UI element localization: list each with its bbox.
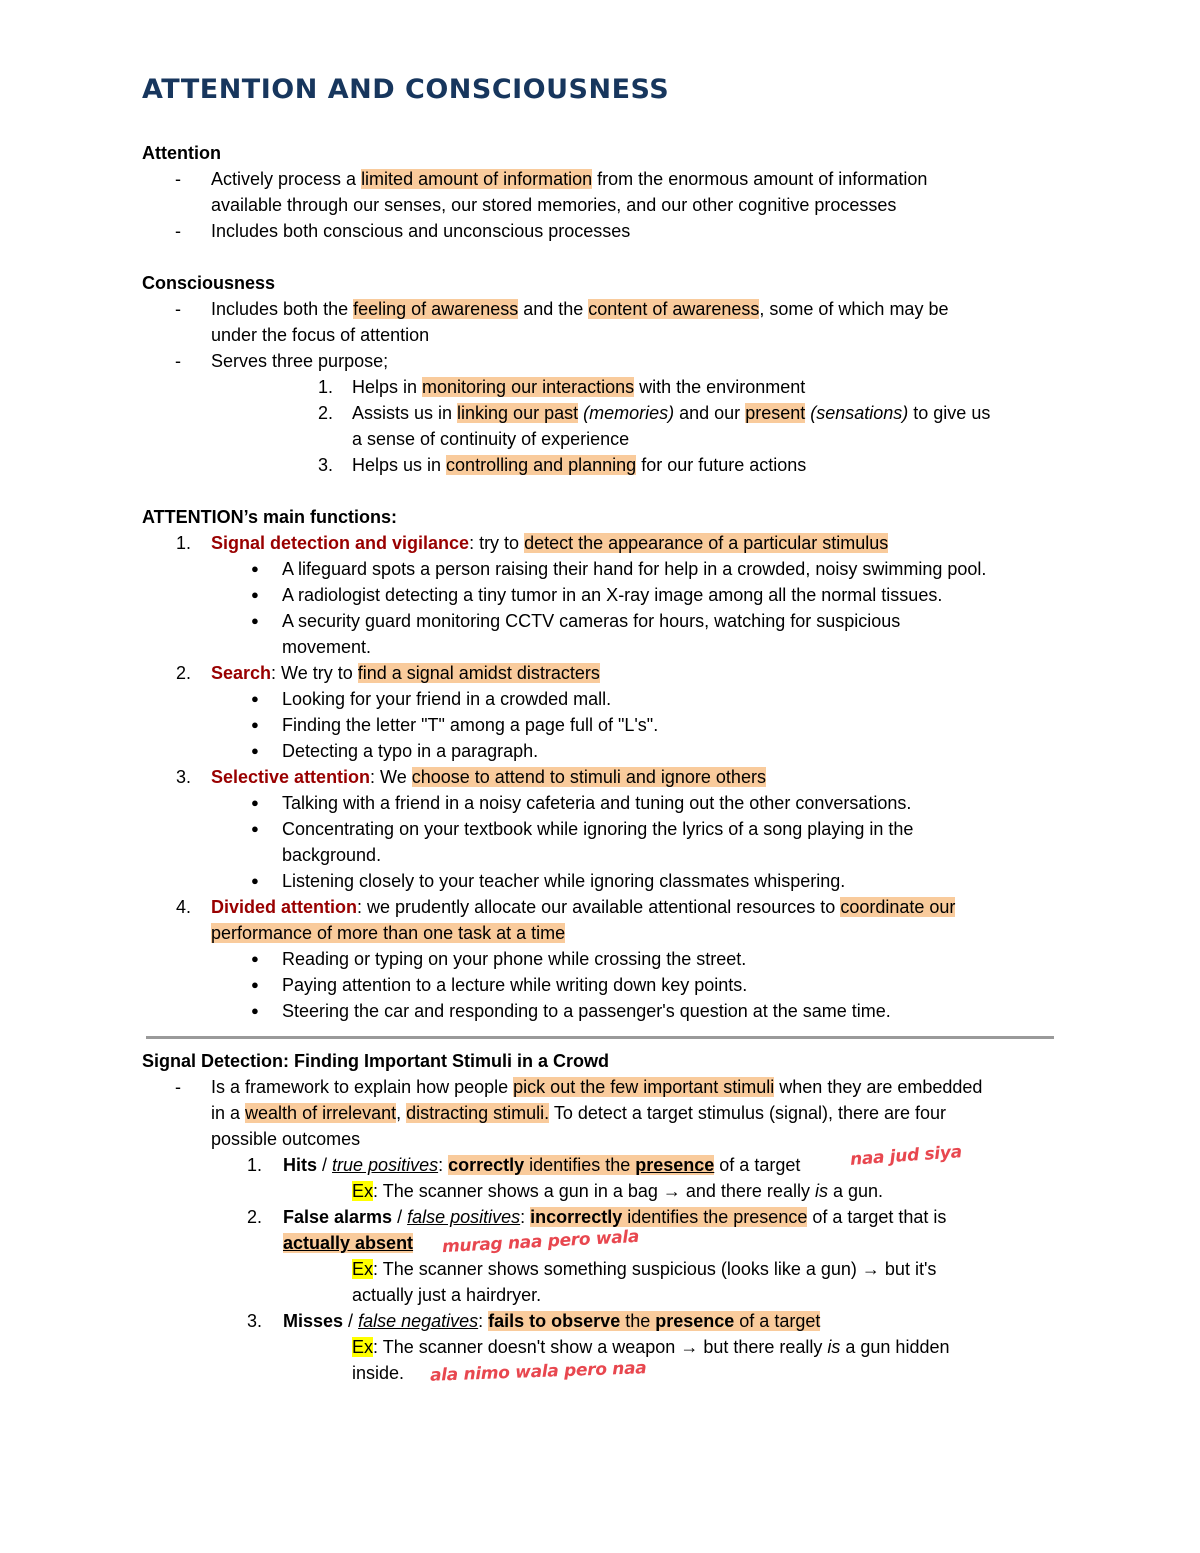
example: A lifeguard spots a person raising their hand for help in a crowded, noisy swimming pool. xyxy=(282,559,987,579)
dash-marker: - xyxy=(175,1077,181,1097)
attention-heading: Attention xyxy=(142,143,221,163)
purpose-2-cont: a sense of continuity of experience xyxy=(352,429,630,449)
functions-heading: ATTENTION’s main functions: xyxy=(142,507,397,527)
highlight: performance of more than one task at a time xyxy=(211,923,566,943)
function-4: Divided attention: we prudently allocate our available attentional resources to coordinate our xyxy=(211,897,956,917)
list-number: 1. xyxy=(318,377,334,397)
term: Signal detection and vigilance xyxy=(211,533,470,553)
example: Finding the letter "T" among a page full of "L's". xyxy=(282,715,659,735)
bullet-marker: ● xyxy=(251,873,259,888)
outcome-hits: Hits / true positives: correctly identifies the presence of a target xyxy=(283,1155,801,1175)
signal-line-1: Is a framework to explain how people pick out the few important stimuli when they are embedded xyxy=(211,1077,983,1097)
list-number: 3. xyxy=(247,1311,263,1331)
dash-marker: - xyxy=(175,169,181,189)
purpose-2: Assists us in linking our past (memories) and our present (sensations) to give us xyxy=(352,403,991,423)
outcome-misses: Misses / false negatives: fails to observe the presence of a target xyxy=(283,1311,821,1331)
signal-detection-heading: Signal Detection: Finding Important Stimuli in a Crowd xyxy=(142,1051,609,1071)
example: Reading or typing on your phone while crossing the street. xyxy=(282,949,747,969)
highlight: incorrectly xyxy=(530,1207,623,1227)
term: Selective attention xyxy=(211,767,371,787)
function-2: Search: We try to find a signal amidst distracters xyxy=(211,663,600,683)
term: Search xyxy=(211,663,272,683)
handwritten-note: ala nimo wala pero naa xyxy=(429,1358,647,1386)
highlight: the xyxy=(620,1311,656,1331)
horizontal-divider xyxy=(146,1036,1054,1039)
example: Concentrating on your textbook while ignoring the lyrics of a song playing in the xyxy=(282,819,914,839)
consciousness-bullet-1-cont: under the focus of attention xyxy=(211,325,430,345)
ex-label: Ex xyxy=(352,1259,374,1279)
consciousness-bullet-1: Includes both the feeling of awareness and the content of awareness, some of which may be xyxy=(211,299,949,319)
outcome-misses-example: Ex: The scanner doesn't show a weapon → but there really is a gun hidden xyxy=(352,1337,950,1357)
example: A radiologist detecting a tiny tumor in an X-ray image among all the normal tissues. xyxy=(282,585,943,605)
consciousness-heading: Consciousness xyxy=(142,273,276,293)
outcome-false-alarms-example-cont: actually just a hairdryer. xyxy=(352,1285,542,1305)
example: Looking for your friend in a crowded mall. xyxy=(282,689,612,709)
highlight: monitoring our interactions xyxy=(422,377,635,397)
highlight: controlling and planning xyxy=(446,455,637,475)
highlight: identifies the xyxy=(524,1155,636,1175)
example: Steering the car and responding to a passenger's question at the same time. xyxy=(282,1001,891,1021)
highlight: wealth of irrelevant xyxy=(245,1103,397,1123)
list-number: 1. xyxy=(247,1155,263,1175)
highlight: fails to observe xyxy=(488,1311,621,1331)
list-number: 1. xyxy=(176,533,192,553)
example: Listening closely to your teacher while ignoring classmates whispering. xyxy=(282,871,846,891)
highlight: find a signal amidst distracters xyxy=(357,663,600,683)
handwritten-note: murag naa pero wala xyxy=(441,1226,640,1258)
example: Paying attention to a lecture while writing down key points. xyxy=(282,975,748,995)
list-number: 2. xyxy=(247,1207,263,1227)
document-title: ATTENTION AND CONSCIOUSNESS xyxy=(142,74,670,105)
example: A security guard monitoring CCTV cameras for hours, watching for suspicious xyxy=(282,611,901,631)
bullet-marker: ● xyxy=(251,977,259,992)
bullet-marker: ● xyxy=(251,613,259,628)
highlight: identifies the presence xyxy=(622,1207,808,1227)
ex-label: Ex xyxy=(352,1181,374,1201)
example-cont: movement. xyxy=(282,637,372,657)
outcome-false-alarms: False alarms / false positives: incorrectly identifies the presence of a target that is xyxy=(283,1207,947,1227)
highlight: distracting stimuli. xyxy=(406,1103,550,1123)
highlight: presence xyxy=(635,1155,715,1175)
outcome-misses-example-cont: inside. xyxy=(352,1363,405,1383)
function-1: Signal detection and vigilance: try to detect the appearance of a particular stimulus xyxy=(211,533,889,553)
bullet-marker: ● xyxy=(251,743,259,758)
bullet-marker: ● xyxy=(251,717,259,732)
attention-bullet-2: Includes both conscious and unconscious processes xyxy=(211,221,631,241)
highlight: content of awareness xyxy=(588,299,760,319)
purpose-3: Helps us in controlling and planning for our future actions xyxy=(352,455,807,475)
function-3: Selective attention: We choose to attend to stimuli and ignore others xyxy=(211,767,766,787)
dash-marker: - xyxy=(175,299,181,319)
list-number: 2. xyxy=(176,663,192,683)
highlight: of a target xyxy=(734,1311,821,1331)
attention-bullet-1-cont: available through our senses, our stored memories, and our other cognitive processes xyxy=(211,195,897,215)
outcome-false-alarms-example: Ex: The scanner shows something suspicious (looks like a gun) → but it's xyxy=(352,1259,937,1279)
outcome-hits-example: Ex: The scanner shows a gun in a bag → and there really is a gun. xyxy=(352,1181,883,1201)
outcome-false-alarms-cont xyxy=(283,1230,413,1256)
highlight: pick out the few important stimuli xyxy=(513,1077,775,1097)
bullet-marker: ● xyxy=(251,587,259,602)
highlight: present xyxy=(745,403,806,423)
bullet-marker: ● xyxy=(251,691,259,706)
list-number: 2. xyxy=(318,403,334,423)
example: Detecting a typo in a paragraph. xyxy=(282,741,539,761)
bullet-marker: ● xyxy=(251,561,259,576)
bullet-marker: ● xyxy=(251,1003,259,1018)
consciousness-bullet-2: Serves three purpose; xyxy=(211,351,389,371)
bullet-marker: ● xyxy=(251,795,259,810)
example: Talking with a friend in a noisy cafeteria and tuning out the other conversations. xyxy=(282,793,912,813)
signal-line-3: possible outcomes xyxy=(211,1129,361,1149)
highlight: feeling of awareness xyxy=(353,299,519,319)
list-number: 3. xyxy=(318,455,334,475)
highlight: linking our past xyxy=(457,403,579,423)
ex-label: Ex xyxy=(352,1337,374,1357)
purpose-1: Helps in monitoring our interactions with the environment xyxy=(352,377,806,397)
highlight: limited amount of information xyxy=(361,169,593,189)
highlight: presence xyxy=(655,1311,735,1331)
function-4-cont xyxy=(211,920,565,946)
highlight: detect the appearance of a particular stimulus xyxy=(524,533,889,553)
list-number: 3. xyxy=(176,767,192,787)
attention-bullet-1: Actively process a limited amount of information from the enormous amount of information xyxy=(211,169,928,189)
dash-marker: - xyxy=(175,221,181,241)
handwritten-note: naa jud siya xyxy=(849,1142,963,1170)
term: Divided attention xyxy=(211,897,358,917)
highlight: correctly xyxy=(448,1155,525,1175)
list-number: 4. xyxy=(176,897,192,917)
bullet-marker: ● xyxy=(251,821,259,836)
bullet-marker: ● xyxy=(251,951,259,966)
example-cont: background. xyxy=(282,845,382,865)
highlight: coordinate our xyxy=(840,897,956,917)
signal-line-2: in a wealth of irrelevant, distracting stimuli. To detect a target stimulus (signal), there are four xyxy=(211,1103,947,1123)
highlight: choose to attend to stimuli and ignore others xyxy=(411,767,766,787)
highlight: actually absent xyxy=(283,1233,414,1253)
dash-marker: - xyxy=(175,351,181,371)
